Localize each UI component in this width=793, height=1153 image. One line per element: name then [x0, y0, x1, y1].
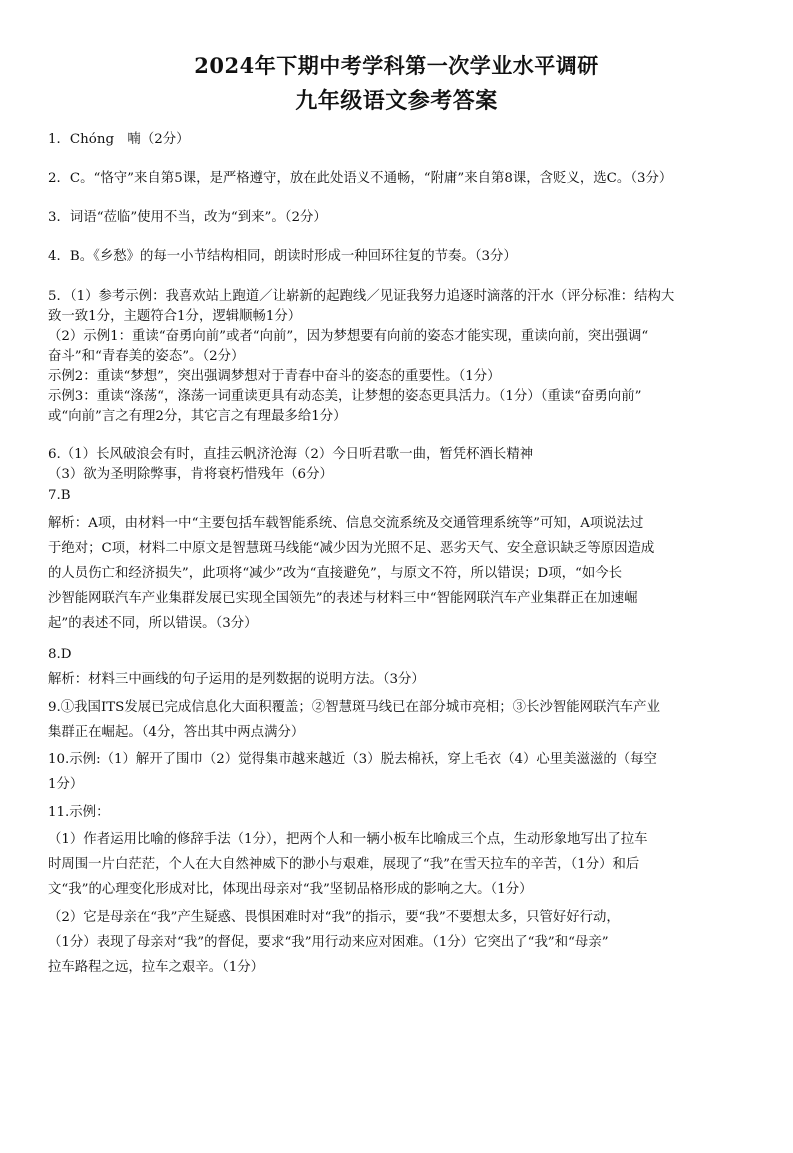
answer-line-q8-analysis: 解析：材料三中画线的句子运用的是列数据的说明方法。（3分） — [48, 672, 425, 687]
answer-line-q11-2c: 拉车路程之远，拉车之艰辛。（1分） — [48, 960, 265, 975]
answer-line-q3: 3．词语“莅临”使用不当，改为“到来”。（2分） — [48, 210, 327, 225]
answer-line-q8: 8.D — [48, 647, 72, 662]
document-title: 2024年下期中考学科第一次学业水平调研 — [194, 53, 599, 78]
answer-line-q5-6: 示例3：重读“涤荡“，涤荡一词重读更具有动态美，让梦想的姿态更具活力。（1分）（重读“奋勇向前” — [48, 389, 642, 404]
answer-line-q7-analysis-4: 沙智能网联汽车产业集群发展已实现全国领先”的表述与材料三中“智能网联汽车产业集群正在加速崛 — [48, 591, 638, 606]
answer-line-q5-4: 奋斗”和“青春美的姿态”。（2分） — [48, 349, 245, 364]
answer-line-q6-2: （3）欲为圣明除弊事，肯将衰朽惜残年（6分） — [48, 467, 333, 482]
answer-line-q11-1c: 文“我”的心理变化形成对比，体现出母亲对“我”坚韧品格形成的影响之大。（1分） — [48, 882, 533, 897]
answer-line-q11-1a: （1）作者运用比喻的修辞手法（1分），把两个人和一辆小板车比喻成三个点，生动形象地写出了拉车 — [48, 832, 648, 847]
answer-line-q11-2a: （2）它是母亲在“我”产生疑惑、畏惧困难时对“我”的指示，要“我”不要想太多，只管好好行动， — [48, 910, 620, 925]
answer-line-q2: 2．C。“恪守”来自第5课，是严格遵守，放在此处语义不通畅，“附庸”来自第8课，含贬义，选C。（3分） — [48, 171, 673, 186]
answer-line-q5-7: 或“向前”言之有理2分，其它言之有理最多给1分） — [48, 409, 347, 424]
document-subtitle: 九年级语文参考答案 — [295, 88, 498, 114]
answer-line-q7: 7.B — [48, 488, 71, 503]
answer-line-q5-2: 致一致1分，主题符合1分，逻辑顺畅1分） — [48, 309, 302, 324]
answer-line-q11: 11.示例： — [48, 805, 110, 820]
answer-line-q7-analysis-5: 起”的表述不同，所以错误。（3分） — [48, 616, 258, 631]
answer-line-q11-1b: 时周围一片白茫茫，个人在大自然神威下的渺小与艰难，展现了“我”在雪天拉车的辛苦，（1分）和后 — [48, 857, 640, 872]
answer-line-q10-1: 10.示例:（1）解开了围巾（2）觉得集市越来越近（3）脱去棉袄，穿上毛衣（4）心里美滋滋的（每空 — [48, 752, 657, 767]
answer-line-q4: 4．B。《乡愁》的每一小节结构相同，朗读时形成一种回环往复的节奏。（3分） — [48, 249, 517, 264]
answer-line-q7-analysis-3: 的人员伤亡和经济损失”，此项将“减少”改为“直接避免”，与原文不符，所以错误；D项，“如今长 — [48, 566, 623, 581]
answer-line-q5-1: 5．（1）参考示例：我喜欢站上跑道／让崭新的起跑线／见证我努力追逐时滴落的汗水（评分标准：结构大 — [48, 289, 675, 304]
answer-line-q9-1: 9.①我国ITS发展已完成信息化大面积覆盖；②智慧斑马线已在部分城市亮相；③长沙智能网联汽车产业 — [48, 700, 660, 715]
answer-line-q5-5: 示例2：重读“梦想”，突出强调梦想对于青春中奋斗的姿态的重要性。（1分） — [48, 369, 501, 384]
answer-line-q1: 1．Chóng 喃（2分） — [48, 132, 190, 147]
answer-line-q7-analysis-2: 于绝对；C项，材料二中原文是智慧斑马线能“减少因为光照不足、恶劣天气、安全意识缺乏等原因造成 — [48, 541, 655, 556]
answer-line-q10-2: 1分） — [48, 777, 84, 792]
answer-line-q9-2: 集群正在崛起。（4分，答出其中两点满分） — [48, 725, 305, 740]
answer-line-q11-2b: （1分）表现了母亲对“我”的督促，要求“我”用行动来应对困难。（1分）它突出了“我”和“母亲” — [48, 935, 609, 950]
answer-line-q7-analysis-1: 解析：A项，由材料一中“主要包括车载智能系统、信息交流系统及交通管理系统等”可知，A项说法过 — [48, 516, 644, 531]
answer-line-q6-1: 6.（1）长风破浪会有时，直挂云帆济沧海（2）今日听君歌一曲，暂凭杯酒长精神 — [48, 447, 534, 462]
answer-line-q5-3: （2）示例1：重读“奋勇向前”或者“向前”，因为梦想要有向前的姿态才能实现，重读向前，突出强调“ — [48, 329, 649, 344]
